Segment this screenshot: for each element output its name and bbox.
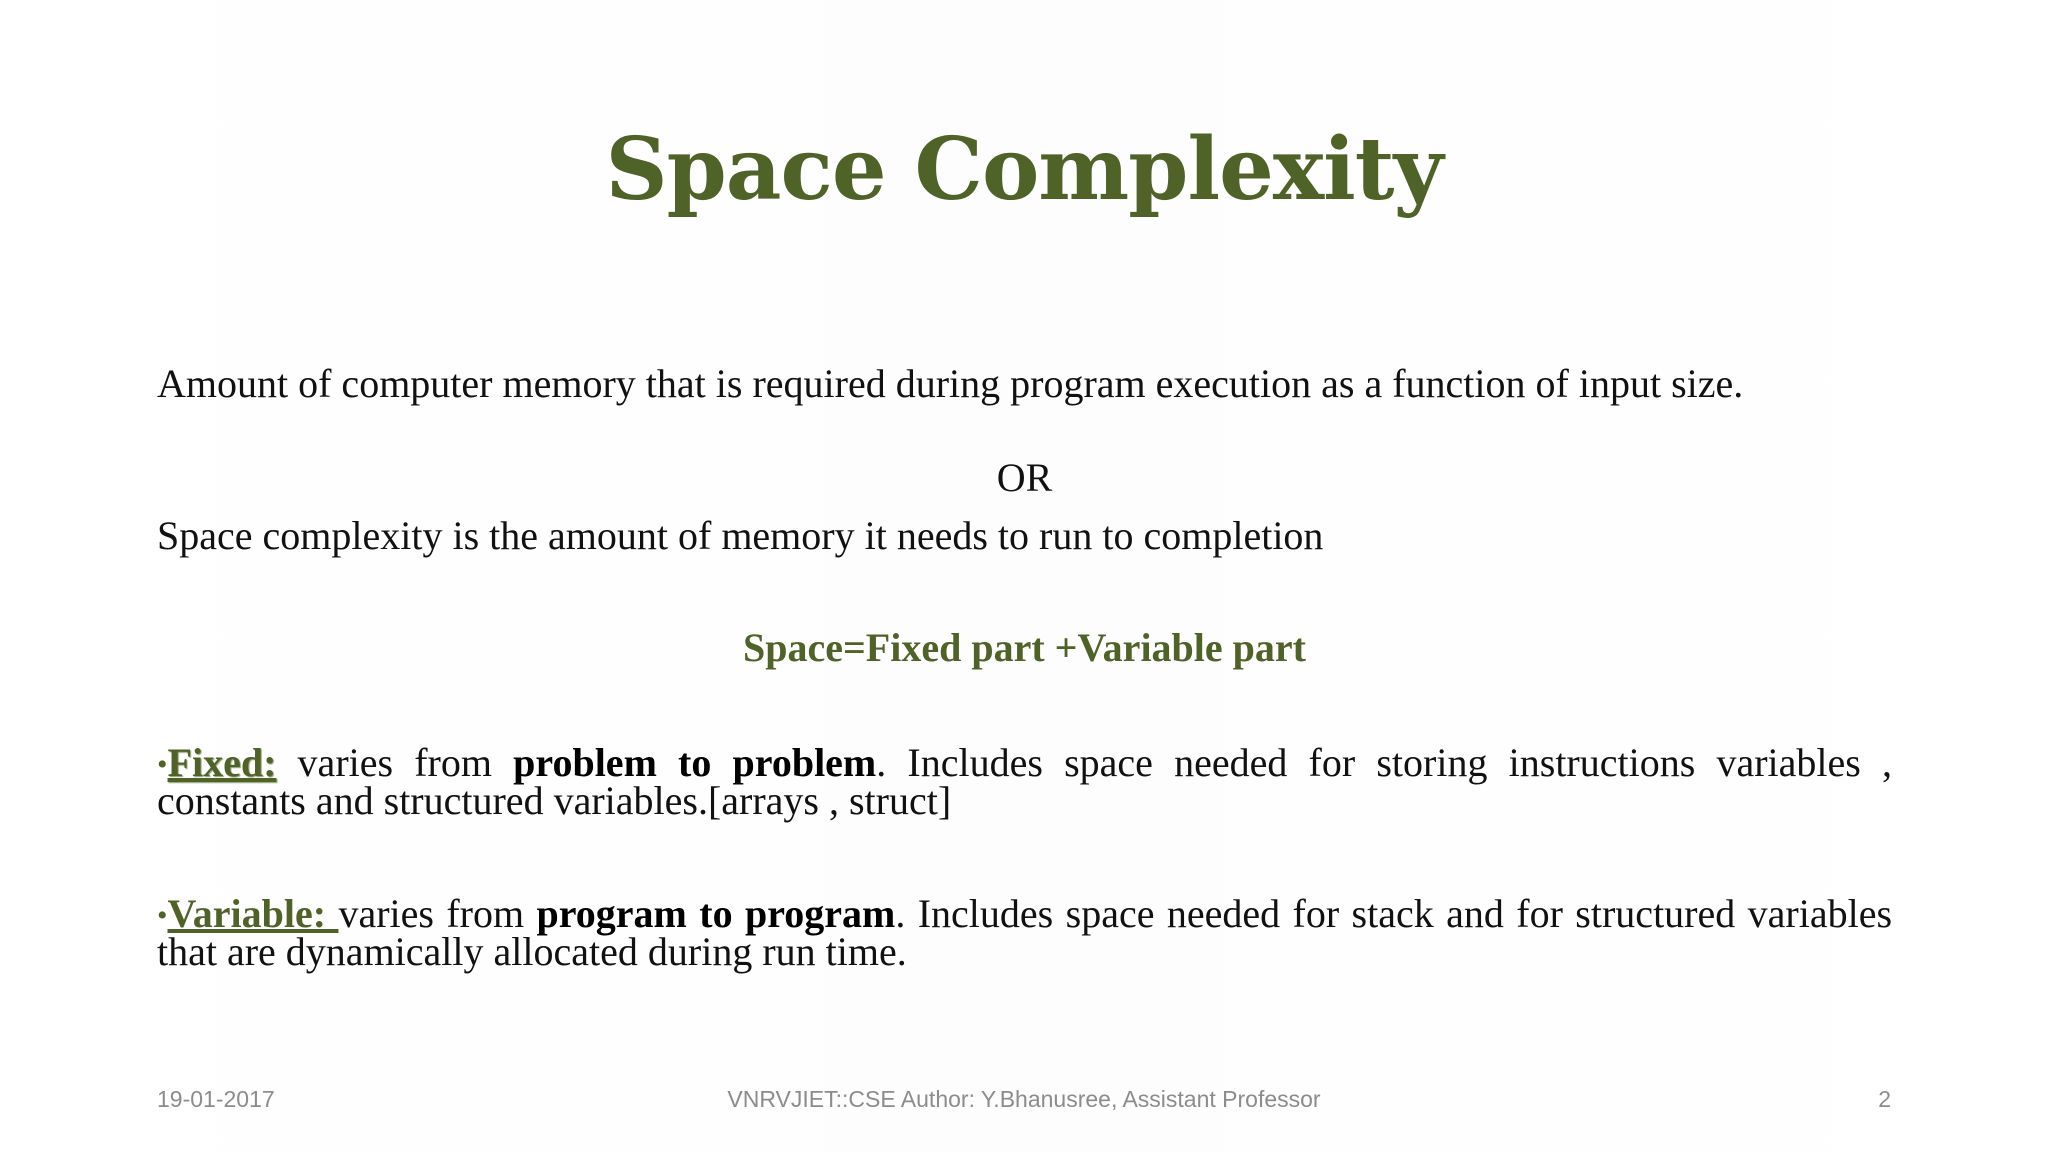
fixed-term: Fixed: [167,740,277,785]
space-formula: Space=Fixed part +Variable part [743,625,1306,670]
variable-emphasis: program to program [536,891,896,936]
bullet-marker: • [157,748,168,781]
bullet-marker: • [157,899,168,932]
slide-title: Space Complexity [605,119,1443,220]
bullet-fixed [157,740,1893,823]
fixed-text-before: varies from [276,740,514,785]
footer-author: VNRVJIET::CSE Author: Y.Bhanusree, Assistant Professor [727,1086,1321,1112]
fixed-text-after: . Includes space needed for storing instructions variables , constants and structured variables.[arrays , struct] [157,740,1893,823]
variable-term: Variable: [167,891,339,936]
variable-text-before: varies from [338,891,537,936]
footer-page-number: 2 [1878,1086,1891,1112]
fixed-emphasis: problem to problem [513,740,877,785]
bullet-variable [157,891,1893,974]
footer-date: 19-01-2017 [157,1086,275,1112]
or-separator: OR [996,455,1053,500]
definition-paragraph-1: Amount of computer memory that is required during program execution as a function of input size. [157,361,1744,406]
variable-text-after: . Includes space needed for stack and for structured variables that are dynamically allocated during run time. [157,891,1893,974]
definition-paragraph-2: Space complexity is the amount of memory it needs to run to completion [157,513,1324,558]
